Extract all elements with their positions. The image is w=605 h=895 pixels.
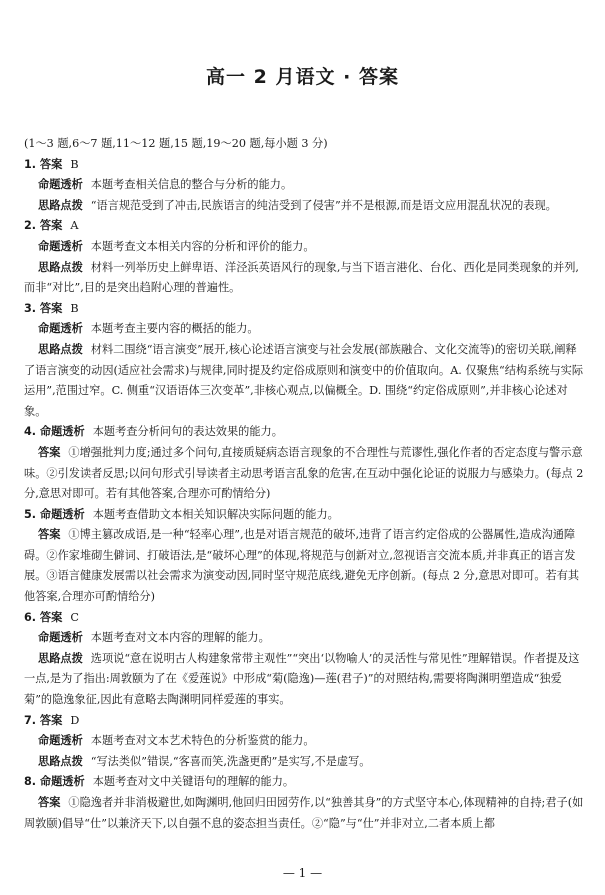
question-number-label: 3. 答案 bbox=[24, 301, 63, 315]
question-number-label: 5. 命题透析 bbox=[24, 507, 85, 521]
row-label: 命题透析 bbox=[38, 239, 83, 253]
answer-row bbox=[24, 628, 585, 649]
row-text: “语言规范受到了冲击,民族语言的纯洁受到了侵害”并不是根源,而是语文应用混乱状况的表现。 bbox=[90, 198, 557, 212]
question-head-value: B bbox=[70, 301, 79, 315]
answer-row bbox=[24, 731, 585, 752]
row-text: 本题考查主要内容的概括的能力。 bbox=[90, 322, 259, 336]
row-text: 材料一列举历史上鲜卑语、洋泾浜英语风行的现象,与当下语言港化、台化、西化是同类现象的并列,而非“对比”,目的是突出趋附心理的普遍性。 bbox=[24, 260, 579, 295]
answer-row bbox=[24, 175, 585, 196]
answer-row bbox=[24, 196, 585, 217]
answer-row bbox=[24, 525, 585, 607]
question-head-value: C bbox=[70, 610, 79, 624]
question-block bbox=[24, 505, 585, 608]
row-label: 答案 bbox=[38, 445, 61, 459]
row-label: 答案 bbox=[38, 528, 61, 542]
question-head bbox=[24, 155, 585, 176]
answer-row bbox=[24, 319, 585, 340]
row-text: ①博主篡改成语,是一种“轻率心理”,也是对语言规范的破坏,违背了语言约定俗成的公器属性,造成沟通障碍。②作家堆砌生僻词、打破语法,是“破坏心理”的体现,将规范与创新对立,忽视语言交流本质,并非真正的语言发展。③语言健康发展需以社会需求为演变动因,同时坚守规范底线,避免无序创新。(每点 2 分,意思对即可。若有其他答案,合理亦可酌情给分) bbox=[24, 528, 580, 604]
row-label: 命题透析 bbox=[38, 734, 83, 748]
question-number-label: 4. 命题透析 bbox=[24, 425, 85, 439]
answer-content bbox=[24, 134, 585, 834]
question-block bbox=[24, 772, 585, 834]
page-number: — 1 — bbox=[282, 866, 323, 880]
row-label: 思路点拨 bbox=[38, 754, 83, 768]
row-label: 思路点拨 bbox=[38, 651, 83, 665]
row-text: “写法类似”错误,“客喜而笑,洗盏更酌”是实写,不是虚写。 bbox=[90, 754, 371, 768]
row-text: 本题考查相关信息的整合与分析的能力。 bbox=[90, 178, 293, 192]
question-head-value: 本题考查借助文本相关知识解决实际问题的能力。 bbox=[92, 507, 339, 521]
answer-row bbox=[24, 793, 585, 834]
row-text: 选项说“意在说明古人构建象常带主观性”“突出‘以物喻人’的灵活性与常见性”理解错误。作者提及这一点,是为了指出:周敦颐为了在《爱莲说》中形成“菊(隐逸)—莲(君子)”的对照结构,需要将陶渊明塑造成“独爱菊”的隐逸象征,因此有意略去陶渊明同样爱莲的事实。 bbox=[24, 651, 580, 707]
question-head bbox=[24, 422, 585, 443]
answer-row bbox=[24, 649, 585, 711]
question-head bbox=[24, 505, 585, 526]
row-text: 材料二围绕“语言演变”展开,核心论述语言演变与社会发展(部族融合、文化交流等)的密切关联,阐释了语言演变的动因(适应社会需求)与规律,同时提及约定俗成原则和演变中的价值取向。A. 仅聚焦“结构系统与实际运用”,范围过窄。C. 侧重“汉语语体三次变革”,非核心观点,以偏概全。D. 围绕“约定俗成原则”,并非核心论述对象。 bbox=[24, 342, 584, 418]
row-text: 本题考查对文本艺术特色的分析鉴赏的能力。 bbox=[90, 734, 315, 748]
row-label: 思路点拨 bbox=[38, 342, 83, 356]
row-label: 命题透析 bbox=[38, 322, 83, 336]
question-head bbox=[24, 711, 585, 732]
question-head-value: A bbox=[70, 219, 79, 233]
question-number-label: 6. 答案 bbox=[24, 610, 63, 624]
question-head-value: 本题考查分析问句的表达效果的能力。 bbox=[92, 425, 283, 439]
answer-row bbox=[24, 752, 585, 773]
question-number-label: 2. 答案 bbox=[24, 219, 63, 233]
question-list bbox=[24, 155, 585, 835]
row-text: ①隐逸者并非消极避世,如陶渊明,他回归田园劳作,以“独善其身”的方式坚守本心,体现精神的自持;君子(如周敦颐)倡导“仕”以兼济天下,以自强不息的姿态担当责任。②“隐”与“仕”并非对立,二者本质上都 bbox=[24, 796, 584, 830]
row-label: 命题透析 bbox=[38, 631, 83, 645]
row-label: 答案 bbox=[38, 796, 61, 809]
answer-row bbox=[24, 258, 585, 299]
question-block bbox=[24, 155, 585, 217]
question-head-value: D bbox=[70, 713, 80, 727]
row-text: 本题考查对文本内容的理解的能力。 bbox=[90, 631, 270, 645]
row-text: ①增强批判力度;通过多个问句,直接质疑病态语言现象的不合理性与荒谬性,强化作者的否定态度与警示意味。②引发读者反思;以问句形式引导读者主动思考语言乱象的危害,在互动中强化论证的说服力与感染力。(每点 2 分,意思对即可。若有其他答案,合理亦可酌情给分) bbox=[24, 445, 584, 501]
question-head-value: 本题考查对文中关键语句的理解的能力。 bbox=[92, 775, 295, 789]
scoring-note: (1～3 题,6～7 题,11～12 题,15 题,19～20 题,每小题 3 分) bbox=[24, 137, 328, 150]
question-block bbox=[24, 608, 585, 711]
answer-row bbox=[24, 443, 585, 505]
row-label: 思路点拨 bbox=[38, 198, 83, 212]
question-number-label: 1. 答案 bbox=[24, 157, 63, 171]
row-label: 命题透析 bbox=[38, 178, 83, 192]
question-block bbox=[24, 711, 585, 773]
row-label: 思路点拨 bbox=[38, 260, 83, 274]
question-number-label: 7. 答案 bbox=[24, 713, 63, 727]
question-head bbox=[24, 216, 585, 237]
question-head bbox=[24, 608, 585, 629]
question-block bbox=[24, 299, 585, 423]
answer-row bbox=[24, 237, 585, 258]
answer-row bbox=[24, 340, 585, 422]
question-head-value: B bbox=[70, 157, 79, 171]
question-number-label: 8. 命题透析 bbox=[24, 775, 85, 789]
question-block bbox=[24, 216, 585, 298]
question-block bbox=[24, 422, 585, 504]
question-head bbox=[24, 299, 585, 320]
question-head bbox=[24, 772, 585, 793]
row-text: 本题考查文本相关内容的分析和评价的能力。 bbox=[90, 239, 315, 253]
page-title: 高一 2 月语文 · 答案 bbox=[206, 66, 399, 88]
